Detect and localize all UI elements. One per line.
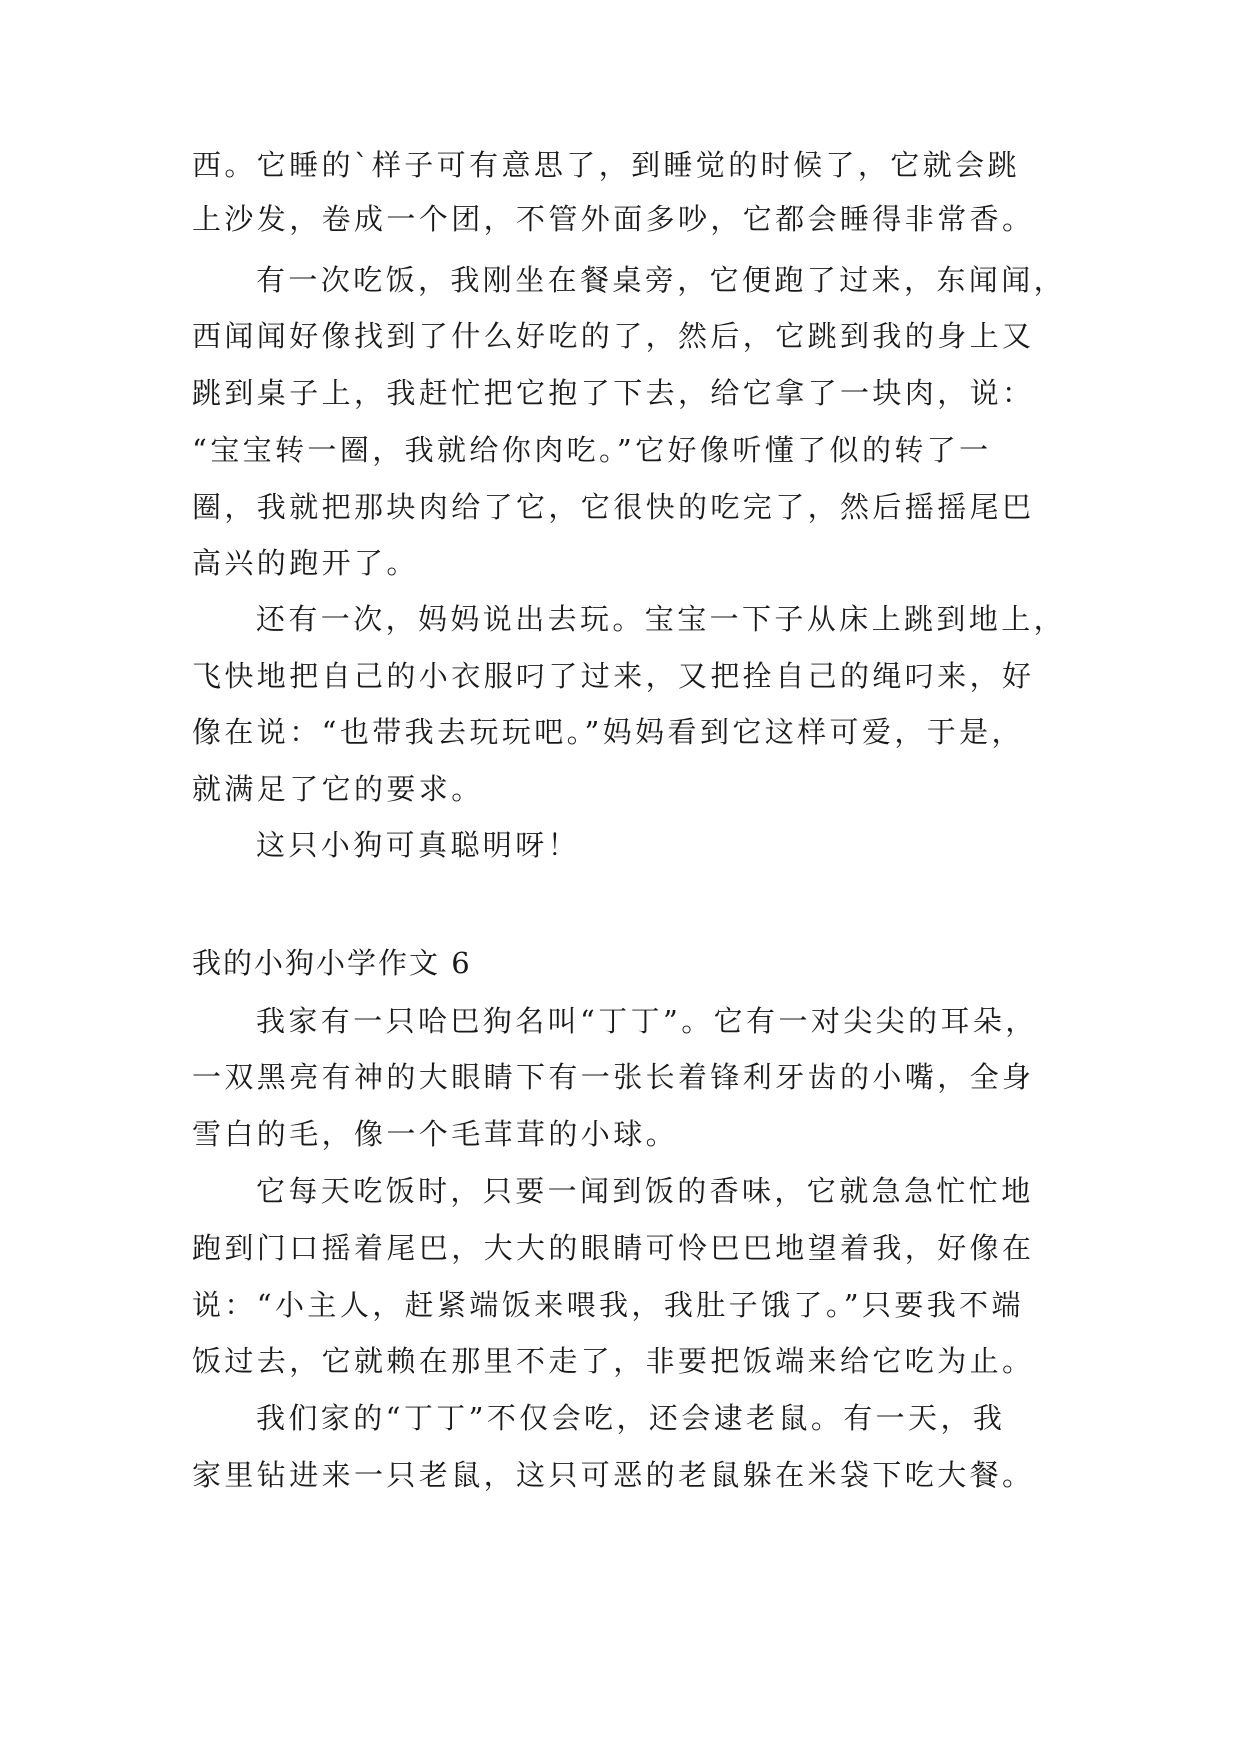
paragraph-line: 这只小狗可真聪明呀！ [256,828,581,862]
paragraph-line: 有一次吃饭，我刚坐在餐桌旁，它便跑了过来，东闻闻， [256,263,1067,297]
paragraph-line: 它每天吃饭时，只要一闻到饭的香味，它就急急忙忙地 [256,1174,1034,1208]
paragraph-line: 就满足了它的要求。 [192,772,484,806]
paragraph-line: 圈，我就把那块肉给了它，它很快的吃完了，然后摇摇尾巴 [192,490,1035,524]
paragraph-line: 跑到门口摇着尾巴，大大的眼睛可怜巴巴地望着我，好像在 [192,1231,1035,1265]
paragraph-line: 飞快地把自己的小衣服叼了过来，又把拴自己的绳叼来，好 [192,659,1035,693]
paragraph-line: 家里钻进来一只老鼠，这只可恶的老鼠躲在米袋下吃大餐。 [192,1458,1035,1492]
paragraph-line: 我家有一只哈巴狗名叫“丁丁”。它有一对尖尖的耳朵， [256,1004,1038,1038]
paragraph-line: 上沙发，卷成一个团，不管外面多吵，它都会睡得非常香。 [192,202,1035,236]
paragraph-line: 西。它睡的`样子可有意思了，到睡觉的时候了，它就会跳 [192,148,1020,182]
paragraph-line: 还有一次，妈妈说出去玩。宝宝一下子从床上跳到地上， [256,602,1067,636]
section-title: 我的小狗小学作文 6 [192,946,472,980]
paragraph-line: 西闻闻好像找到了什么好吃的了，然后，它跳到我的身上又 [192,319,1035,353]
paragraph-line: 跳到桌子上，我赶忙把它抱了下去，给它拿了一块肉，说： [192,376,1035,410]
paragraph-line: 饭过去，它就赖在那里不走了，非要把饭端来给它吃为止。 [192,1344,1035,1378]
paragraph-line: 像在说：“也带我去玩玩吧。”妈妈看到它这样可爱，于是， [192,715,1024,749]
paragraph-line: 雪白的毛，像一个毛茸茸的小球。 [192,1117,679,1151]
paragraph-line: “宝宝转一圈，我就给你肉吃。”它好像听懂了似的转了一 [192,433,992,467]
paragraph-line: 我们家的“丁丁”不仅会吃，还会逮老鼠。有一天，我 [256,1401,1006,1435]
paragraph-line: 说：“小主人，赶紧端饭来喂我，我肚子饿了。”只要我不端 [192,1288,1024,1322]
paragraph-line: 一双黑亮有神的大眼睛下有一张长着锋利牙齿的小嘴，全身 [192,1060,1035,1094]
paragraph-line: 高兴的跑开了。 [192,546,419,580]
